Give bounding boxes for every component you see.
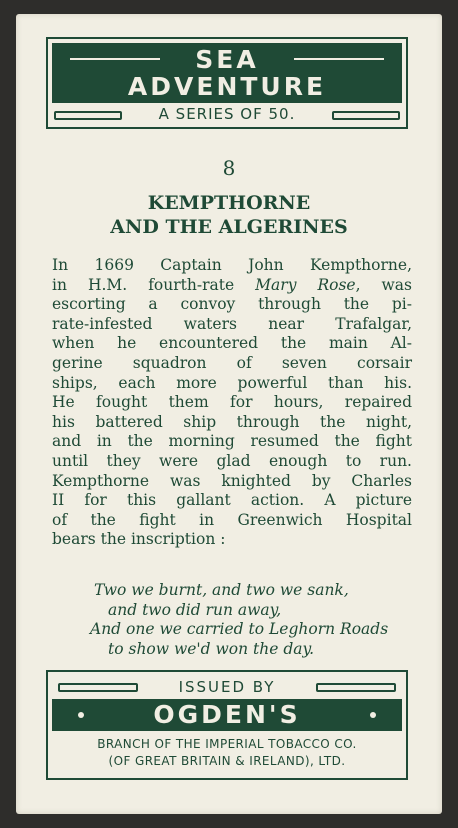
body-line: Kempthorne was knighted by Charles bbox=[52, 471, 412, 490]
body-line: when he encountered the main Al- bbox=[52, 334, 412, 353]
verse-line: Two we burnt, and two we sank, bbox=[94, 581, 349, 599]
brand-name: OGDEN'S bbox=[153, 700, 301, 729]
header-title-adventure: ADVENTURE bbox=[127, 72, 327, 101]
body-line: II for this gallant action. A picture bbox=[52, 491, 412, 510]
body-line: ships, each more powerful than his. bbox=[52, 373, 412, 392]
body-line: bears the inscription : bbox=[52, 530, 226, 549]
verse-line: to show we'd won the day. bbox=[108, 639, 315, 658]
card-body bbox=[52, 256, 412, 550]
header-box bbox=[46, 37, 408, 129]
brand-banner bbox=[52, 699, 402, 731]
issued-by-label: ISSUED BY bbox=[178, 678, 276, 696]
card-title-line1: KEMPTHORNE bbox=[147, 192, 311, 214]
body-line: escorting a convoy through the pi- bbox=[52, 295, 412, 314]
series-label: A SERIES OF 50. bbox=[158, 105, 296, 123]
body-line: He fought them for hours, repaired bbox=[52, 393, 412, 412]
inscription-verse bbox=[52, 581, 412, 659]
header-slot-right bbox=[332, 111, 400, 120]
body-line-rich: in H.M. fourth-rate Mary Rose, was bbox=[52, 275, 412, 294]
cigarette-card bbox=[16, 14, 442, 814]
body-line: of the fight in Greenwich Hospital bbox=[52, 510, 412, 529]
card-title-line2: AND THE ALGERINES bbox=[110, 216, 348, 238]
footer-box bbox=[46, 670, 408, 780]
company-line-2: (OF GREAT BRITAIN & IRELAND), LTD. bbox=[108, 754, 346, 768]
verse-line: and two did run away, bbox=[108, 600, 282, 619]
body-line: gerine squadron of seven corsair bbox=[52, 353, 412, 372]
bullet-dot-right bbox=[370, 712, 376, 718]
body-line: his battered ship through the night, bbox=[52, 412, 412, 431]
verse-line: And one we carried to Leghorn Roads bbox=[90, 620, 389, 639]
body-line: and in the morning resumed the fight bbox=[52, 432, 412, 451]
body-line: rate-infested waters near Trafalgar, bbox=[52, 314, 412, 333]
header-banner bbox=[52, 43, 402, 103]
body-line: until they were glad enough to run. bbox=[52, 451, 412, 470]
bullet-dot-left bbox=[78, 712, 84, 718]
ship-name: Mary Rose bbox=[255, 275, 356, 294]
body-line: In 1669 Captain John Kempthorne, bbox=[52, 256, 412, 274]
card-number: 8 bbox=[222, 156, 236, 180]
header-title-sea: SEA bbox=[195, 45, 259, 74]
footer-slot-right bbox=[316, 683, 396, 692]
card-title bbox=[16, 191, 442, 239]
body-line-mary-rose bbox=[52, 276, 412, 296]
company-line-1: BRANCH OF THE IMPERIAL TOBACCO CO. bbox=[97, 737, 357, 751]
